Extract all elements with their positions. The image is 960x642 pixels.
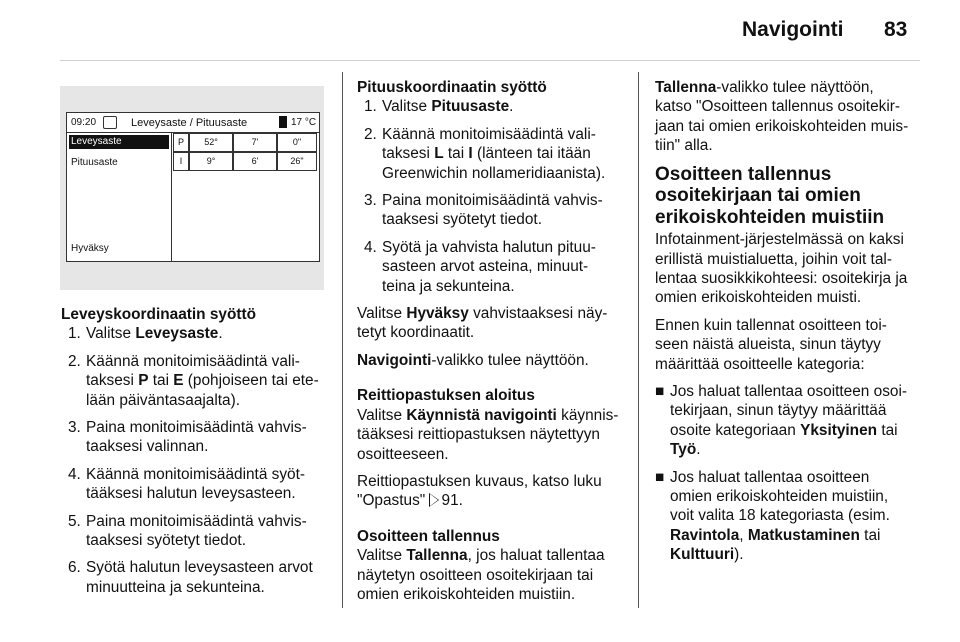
- text: omien erikoiskohteiden muistiin,: [670, 488, 889, 505]
- text: Paina monitoimisäädintä vahvis-: [86, 512, 307, 530]
- text: lään päiväntasaajalta).: [86, 391, 241, 409]
- steps-list: [61, 324, 331, 597]
- bullet-icon: ■: [655, 468, 665, 486]
- list-item: [61, 465, 331, 504]
- bold-term: Kulttuuri: [670, 546, 735, 564]
- step-number: 2.: [68, 352, 81, 370]
- text: erikoiskohteiden muistiin: [655, 206, 885, 228]
- section-heading: [655, 164, 930, 229]
- list-item: [61, 352, 331, 410]
- step-number: 4.: [68, 465, 81, 483]
- grid-cell: 7': [233, 133, 277, 152]
- text: Reittiopastuksen kuvaus, katso luku: [357, 472, 602, 490]
- paragraph: [357, 406, 632, 464]
- text: osoitekirjaan tai omien: [655, 185, 861, 207]
- column-divider: [342, 72, 343, 608]
- paragraph: [357, 304, 632, 343]
- menu-item-selected: [69, 135, 169, 149]
- text: tai: [443, 145, 469, 163]
- text: Syötä ja vahvista halutun pituu-: [382, 238, 596, 256]
- list-item: [357, 125, 632, 183]
- list-item: [61, 324, 331, 343]
- thermometer-icon: [279, 116, 287, 128]
- text: osoite kategoriaan: [670, 421, 801, 439]
- heading: Leveyskoordinaatin syöttö: [61, 306, 256, 323]
- text: Käännä monitoimisäädintä vali-: [382, 125, 596, 143]
- grid-cell: I: [173, 152, 189, 171]
- text: ).: [734, 546, 744, 564]
- text: osoitteeseen.: [357, 445, 449, 463]
- screen-menu: [67, 132, 172, 261]
- column-left: [61, 305, 331, 605]
- text: omien erikoiskohteiden muistiin.: [357, 585, 576, 603]
- text: Jos haluat tallentaa osoitteen: [670, 468, 870, 486]
- text: taaksesi valinnan.: [86, 438, 209, 456]
- menu-item: Hyväksy: [71, 243, 109, 254]
- text: .: [696, 441, 701, 459]
- paragraph: [357, 472, 632, 511]
- text: katso "Osoitteen tallennus osoitekir-: [655, 98, 900, 116]
- text: Infotainment-järjestelmässä on kaksi: [655, 231, 904, 249]
- heading: Osoitteen tallennus: [357, 527, 500, 545]
- text: tetyt koordinaatit.: [357, 324, 475, 342]
- bold-term: Pituusaste: [431, 98, 510, 116]
- grid-cell: 26": [277, 152, 317, 171]
- text: tai: [877, 421, 898, 439]
- bold-term: Hyväksy: [406, 305, 469, 323]
- text: .: [218, 325, 223, 343]
- menu-item-label: Leveysaste: [71, 136, 122, 147]
- grid-cell: 0": [277, 133, 317, 152]
- text: Käännä monitoimisäädintä vali-: [86, 352, 300, 370]
- list-item: [655, 382, 930, 460]
- text: tiin" alla.: [655, 137, 713, 155]
- steps-list: [357, 97, 632, 296]
- step-number: 1.: [68, 325, 81, 343]
- bold-term: Käynnistä navigointi: [406, 406, 557, 424]
- nav-icon: [103, 116, 117, 129]
- screen-status-bar: [67, 113, 319, 133]
- bold-term: L: [434, 145, 444, 163]
- text: ,: [739, 526, 748, 544]
- text: "Opastus": [357, 492, 430, 510]
- list-item: [61, 512, 331, 551]
- text: Paina monitoimisäädintä vahvis-: [86, 419, 307, 437]
- text: näytetyn osoitteen osoitekirjaan tai: [357, 566, 594, 584]
- list-item: [61, 418, 331, 457]
- text: seen näistä alueista, sinun täytyy: [655, 336, 881, 354]
- text: Osoitteen tallennus: [655, 163, 832, 185]
- bold-term: P: [138, 372, 149, 390]
- section-title: Navigointi: [742, 18, 844, 41]
- text: minuutteina ja sekunteina.: [86, 578, 265, 596]
- text: Valitse: [357, 547, 407, 565]
- column-divider: [638, 72, 639, 608]
- page-number: 83: [884, 18, 908, 41]
- text: Valitse: [357, 406, 407, 424]
- text: määrittää osoitteelle kategoria:: [655, 355, 865, 373]
- text: Paina monitoimisäädintä vahvis-: [382, 192, 603, 210]
- bold-term: Yksityinen: [800, 421, 878, 439]
- bold-term: E: [173, 372, 184, 390]
- text: sasteen arvot asteina, minuut-: [382, 258, 589, 276]
- text: Valitse: [357, 305, 407, 323]
- bold-term: Työ: [670, 441, 697, 459]
- text: Ennen kuin tallennat osoitteen toi-: [655, 316, 887, 334]
- display-screen: [66, 112, 320, 262]
- text: taksesi: [382, 145, 435, 163]
- text: tekirjaan, sinun täytyy määrittää: [670, 402, 887, 420]
- text: Valitse: [86, 325, 136, 343]
- step-number: 3.: [68, 419, 81, 437]
- bold-term: Leveysaste: [135, 325, 219, 343]
- screen-illustration: [60, 86, 324, 290]
- text: -valikko tulee näyttöön.: [431, 351, 589, 369]
- text: Valitse: [382, 98, 432, 116]
- text: tai: [859, 526, 881, 544]
- menu-item: Pituusaste: [71, 157, 118, 168]
- step-number: 6.: [68, 559, 81, 577]
- column-right: [655, 78, 930, 573]
- grid-cell: 6': [233, 152, 277, 171]
- screen-temperature: 17 °C: [291, 117, 317, 128]
- text: taaksesi syötetyt tiedot.: [382, 211, 542, 229]
- bold-term: Ravintola: [670, 526, 740, 544]
- bullet-icon: ■: [655, 382, 665, 400]
- list-item: [357, 238, 632, 296]
- text: Greenwichin nollameridiaanista).: [382, 164, 606, 182]
- paragraph: [655, 316, 930, 374]
- list-item: [357, 191, 632, 230]
- step-number: 1.: [364, 98, 377, 116]
- text: .: [509, 98, 514, 116]
- text: lentaa suosikkikohteesi: osoitekirja ja: [655, 269, 908, 287]
- page-header: [0, 0, 960, 58]
- bold-term: Tallenna: [406, 547, 468, 565]
- step-number: 2.: [364, 125, 377, 143]
- grid-cell: P: [173, 133, 189, 152]
- text: erillistä muistialuetta, joihin voit tal-: [655, 250, 892, 268]
- bold-term: Tallenna: [655, 79, 717, 96]
- screen-time: 09:20: [71, 117, 97, 128]
- column-middle: [357, 78, 632, 612]
- text: Syötä halutun leveysasteen arvot: [86, 559, 313, 577]
- screen-title: Leveysaste / Pituusaste: [131, 117, 248, 129]
- text: Jos haluat tallentaa osoitteen osoi-: [670, 382, 907, 400]
- bold-term: Navigointi: [357, 351, 432, 369]
- header-divider: [60, 60, 920, 61]
- list-item: [61, 558, 331, 597]
- list-item: [357, 97, 632, 116]
- page-reference: 91.: [441, 492, 463, 510]
- text: käynnis-: [556, 406, 619, 424]
- text: vahvistaaksesi näy-: [468, 305, 608, 323]
- text: (länteen tai itään: [472, 145, 591, 163]
- heading: Pituuskoordinaatin syöttö: [357, 79, 547, 96]
- text: jaan tai omien erikoiskohteiden muis-: [655, 117, 909, 135]
- text: tääksesi halutun leveysasteen.: [86, 485, 296, 503]
- text: , jos haluat tallentaa: [467, 547, 605, 565]
- step-number: 3.: [364, 192, 377, 210]
- step-number: 5.: [68, 512, 81, 530]
- page-reference-icon: [430, 494, 438, 506]
- paragraph: [357, 546, 632, 604]
- bold-term: Matkustaminen: [747, 526, 860, 544]
- grid-cell: 9°: [189, 152, 233, 171]
- text: taksesi: [86, 372, 139, 390]
- list-item: [655, 468, 930, 565]
- text: omien erikoiskohteiden muisti.: [655, 289, 862, 307]
- text: teina ja sekunteina.: [382, 277, 515, 295]
- text: tai: [148, 372, 174, 390]
- step-number: 4.: [364, 238, 377, 256]
- bullet-list: [655, 382, 930, 565]
- text: (pohjoiseen tai ete-: [183, 372, 319, 390]
- text: voit valita 18 kategoriasta (esim.: [670, 507, 890, 525]
- text: Käännä monitoimisäädintä syöt-: [86, 465, 306, 483]
- paragraph: [357, 351, 632, 370]
- bold-term: I: [468, 145, 473, 163]
- grid-cell: 52°: [189, 133, 233, 152]
- text: tääksesi reittiopastuksen näytettyyn: [357, 426, 600, 444]
- text: taaksesi syötetyt tiedot.: [86, 532, 246, 550]
- paragraph: [655, 230, 930, 308]
- heading: Reittiopastuksen aloitus: [357, 387, 535, 405]
- text: -valikko tulee näyttöön,: [716, 79, 874, 96]
- paragraph: [655, 78, 930, 156]
